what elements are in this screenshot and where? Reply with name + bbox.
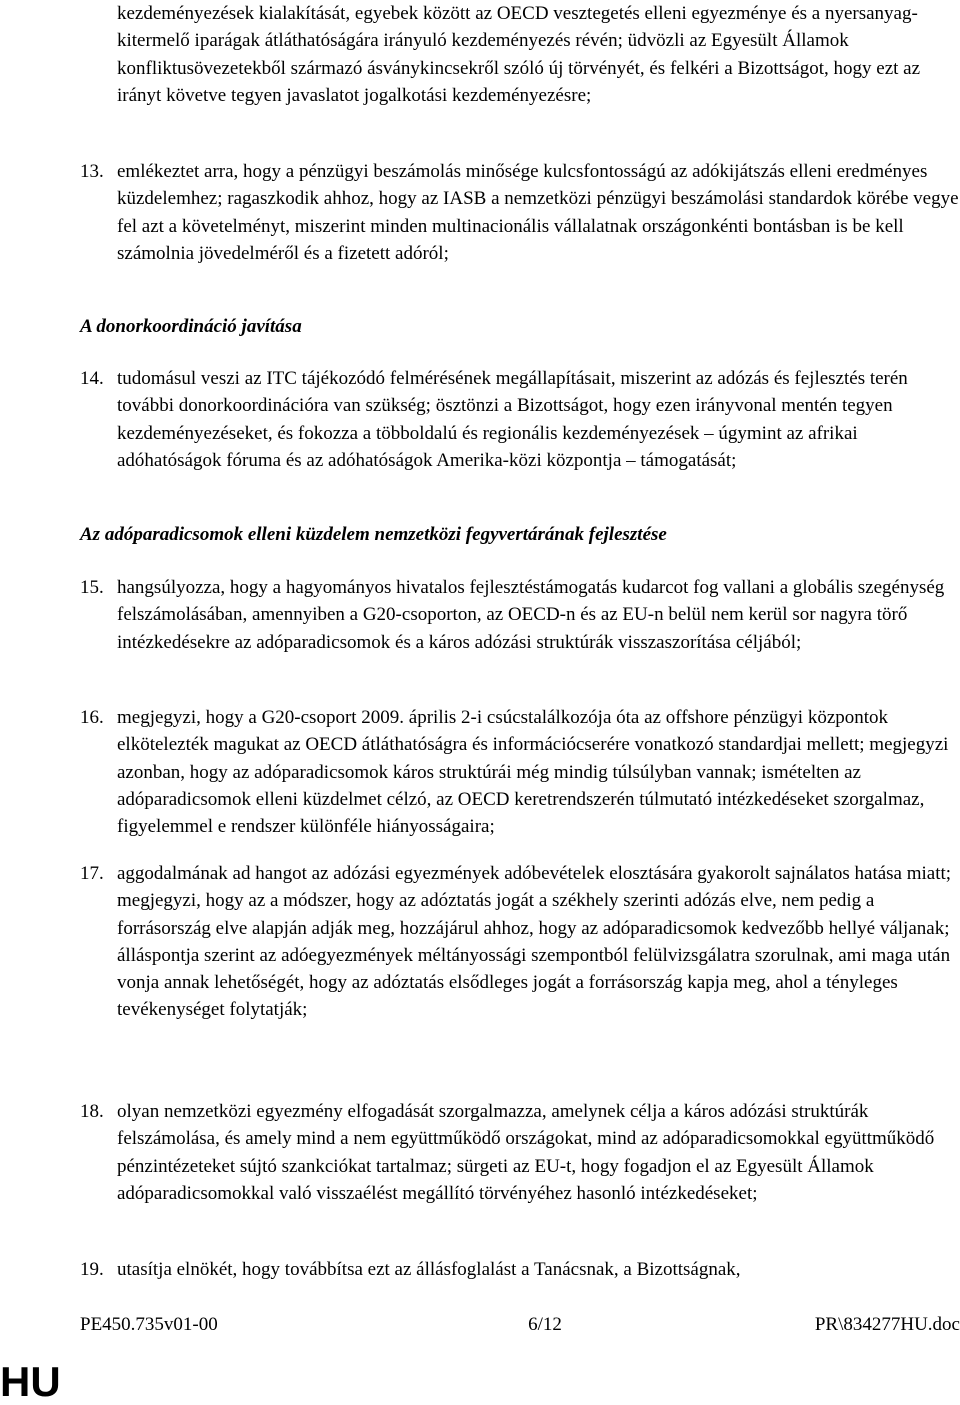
file-name: PR\834277HU.doc xyxy=(814,1314,960,1335)
paragraph-text: tudomásul veszi az ITC tájékozódó felmérésének megállapításait, miszerint az adózás és fejlesztés terén további donorkoordinációra van szükség; ösztönzi a Bizottságot, hogy ezen irányvonal mentén tegyen kezdeményezéseket, és fokozza a többoldalú és regionális kezdeményezések – úgymint az afrikai adóhatóságok fóruma és az adóhatóságok Amerika-közi központja – támogatását; xyxy=(117,368,908,471)
paragraph-19 xyxy=(80,1256,960,1283)
paragraph-number: 16. xyxy=(80,707,104,728)
paragraph-text: olyan nemzetközi egyezmény elfogadását szorgalmazza, amelynek célja a káros adózási struktúrák felszámolása, és amely mind a nem együttműködő országokat, mind az adóparadicsomokkal együttműködő pénzintézeteket sújtó szankciókat tartalmaz; sürgeti az EU-t, hogy fogadjon el az Egyesült Államok adóparadicsomokkal való visszaélést megállító törvényéhez hasonló intézkedéseket; xyxy=(117,1101,935,1204)
section-heading-donor-coordination: A donorkoordináció javítása xyxy=(80,316,302,337)
paragraph-15 xyxy=(80,574,960,656)
paragraph-number: 19. xyxy=(80,1259,104,1280)
paragraph-14 xyxy=(80,365,960,474)
paragraph-text: utasítja elnökét, hogy továbbítsa ezt az állásfoglalást a Tanácsnak, a Bizottságnak, xyxy=(117,1259,741,1280)
paragraph-number: 14. xyxy=(80,368,104,389)
language-code: HU xyxy=(0,1358,61,1405)
document-reference: PE450.735v01-00 xyxy=(80,1314,218,1335)
paragraph-number: 18. xyxy=(80,1101,104,1122)
section-heading-tax-havens: Az adóparadicsomok elleni küzdelem nemzetközi fegyvertárának fejlesztése xyxy=(80,524,667,545)
paragraph-number: 17. xyxy=(80,863,104,884)
paragraph-text: hangsúlyozza, hogy a hagyományos hivatalos fejlesztéstámogatás kudarcot fog vallani a globális szegénység felszámolásában, amennyiben a G20-csoporton, az OECD-n és az EU-n belül nem kerül sor nagyra törő intézkedésekre az adóparadicsomok és a káros adózási struktúrák visszaszorítása céljából; xyxy=(117,577,945,653)
paragraph-text: megjegyzi, hogy a G20-csoport 2009. április 2-i csúcstalálkozója óta az offshore pénzügyi központok elkötelezték magukat az OECD átláthatóságra és információcserére vonatkozó standardjai mellett; megjegyzi azonban, hogy az adóparadicsomok káros struktúrái még mindig túlsúlyban vannak; ismételten az adóparadicsomok elleni küzdelmet célzó, az OECD keretrendszerén túlmutató intézkedéseket szorgalmaz, figyelemmel e rendszer különféle hiányosságaira; xyxy=(117,707,949,838)
paragraph-17 xyxy=(80,860,960,1024)
paragraph-number: 15. xyxy=(80,577,104,598)
paragraph-13 xyxy=(80,158,960,267)
paragraph-16 xyxy=(80,704,960,840)
paragraph-number: 13. xyxy=(80,161,104,182)
intro-paragraph: kezdeményezések kialakítását, egyebek között az OECD vesztegetés elleni egyezménye és a nyersanyag-kitermelő iparágak átláthatóságára irányuló kezdeményezés révén; üdvözli az Egyesült Államok konfliktusövezetekből származó ásványkincsekről szóló új törvényét, és felkéri a Bizottságot, hogy ezt az irányt követve tegyen javaslatot jogalkotási kezdeményezésre; xyxy=(117,3,921,106)
paragraph-18 xyxy=(80,1098,960,1207)
page-number: 6/12 xyxy=(528,1314,562,1335)
paragraph-text: emlékeztet arra, hogy a pénzügyi beszámolás minősége kulcsfontosságú az adókijátszás elleni eredményes küzdelemhez; ragaszkodik ahhoz, hogy az IASB a nemzetközi pénzügyi beszámolási standardok körébe vegye fel azt a követelményt, miszerint minden multinacionális vállalatnak országonkénti bontásban is be kell számolnia jövedelméről és a fizetett adóról; xyxy=(117,161,959,264)
page-footer xyxy=(80,1312,960,1338)
paragraph-text: aggodalmának ad hangot az adózási egyezmények adóbevételek elosztására gyakorolt sajnálatos hatása miatt; megjegyzi, hogy az a módszer, hogy az adóztatás jogát a székhely szerinti adózás elve, nem pedig a forrásország elve alapján adják meg, hozzájárul ahhoz, hogy az adóparadicsomok kedvezőbb hellyé váljanak; álláspontja szerint az adóegyezmények méltányossági szempontból felülvizsgálatra szorulnak, ami maga után vonja annak lehetőségét, hogy az adóztatás elsődleges jogát a forrásország kapja meg, ahol a tényleges tevékenységet folytatják; xyxy=(117,863,952,1021)
